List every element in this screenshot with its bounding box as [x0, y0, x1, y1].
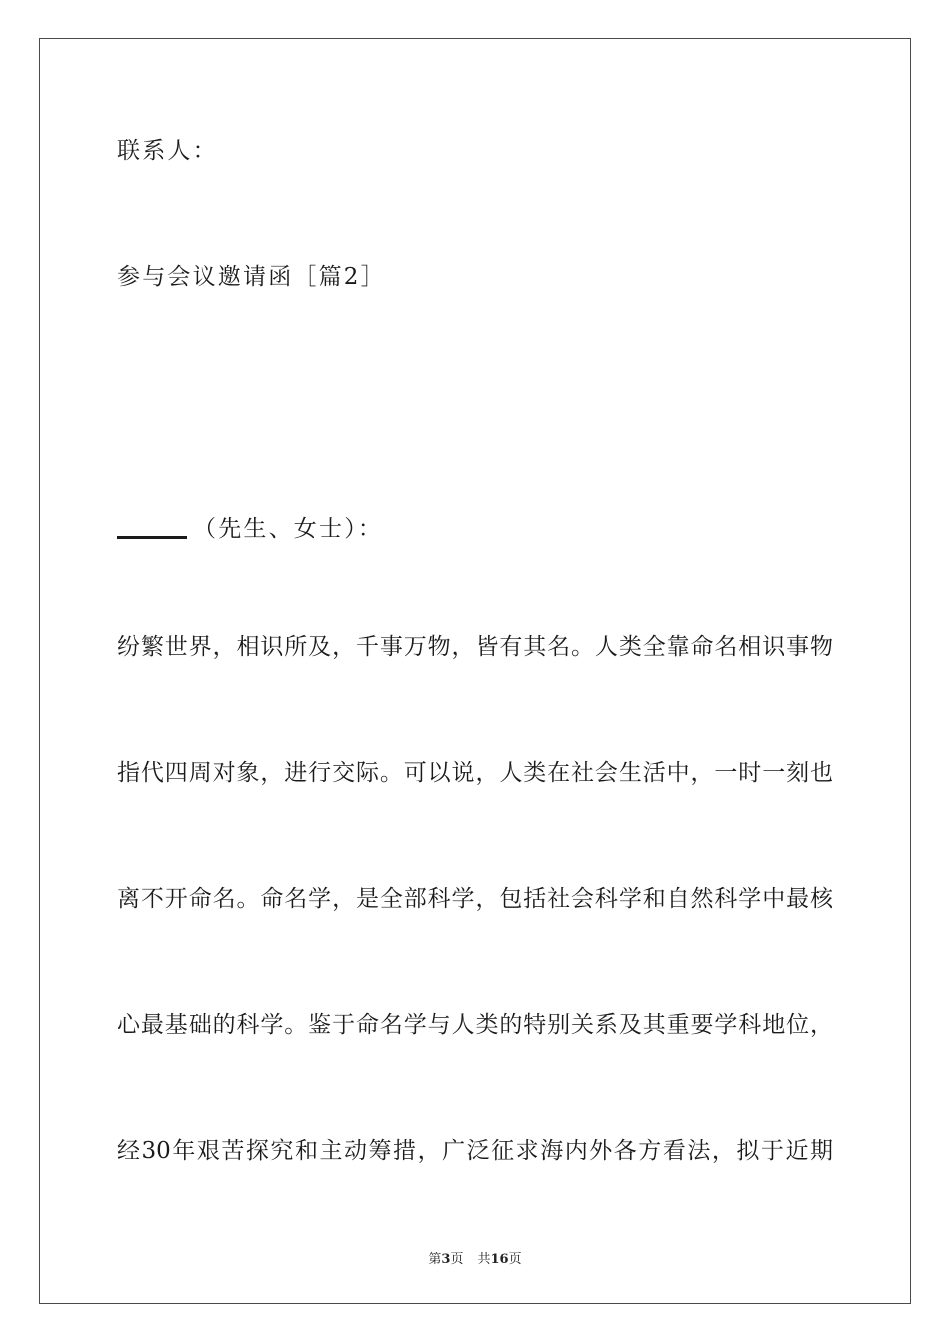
page-border: [39, 38, 911, 1304]
document-heading: 参与会议邀请函［篇2］: [117, 264, 386, 290]
paragraph-line: 纷繁世界，相识所及，千事万物，皆有其名。人类全靠命名相识事物: [117, 634, 833, 660]
page-number: 3: [441, 1252, 451, 1267]
name-blank-underline: [117, 514, 187, 539]
total-prefix: 共: [477, 1252, 491, 1267]
paragraph-line: 心最基础的科学。鉴于命名学与人类的特别关系及其重要学科地位，: [117, 1012, 833, 1038]
contact-label: 联系人：: [117, 138, 218, 164]
total-pages: 16: [490, 1252, 509, 1267]
paragraph-line: 指代四周对象，进行交际。可以说，人类在社会生活中，一时一刻也: [117, 760, 833, 786]
total-suffix: 页: [508, 1252, 522, 1267]
page-suffix: 页: [450, 1252, 464, 1267]
paragraph-line: 经30年艰苦探究和主动筹措，广泛征求海内外各方看法，拟于近期: [117, 1138, 833, 1164]
page-prefix: 第: [428, 1252, 442, 1267]
salutation-line: [117, 514, 383, 544]
paragraph-line: 离不开命名。命名学，是全部科学，包括社会科学和自然科学中最核: [117, 886, 833, 912]
salutation-text: （先生、女士）：: [193, 516, 384, 542]
page-footer: [0, 1248, 950, 1267]
